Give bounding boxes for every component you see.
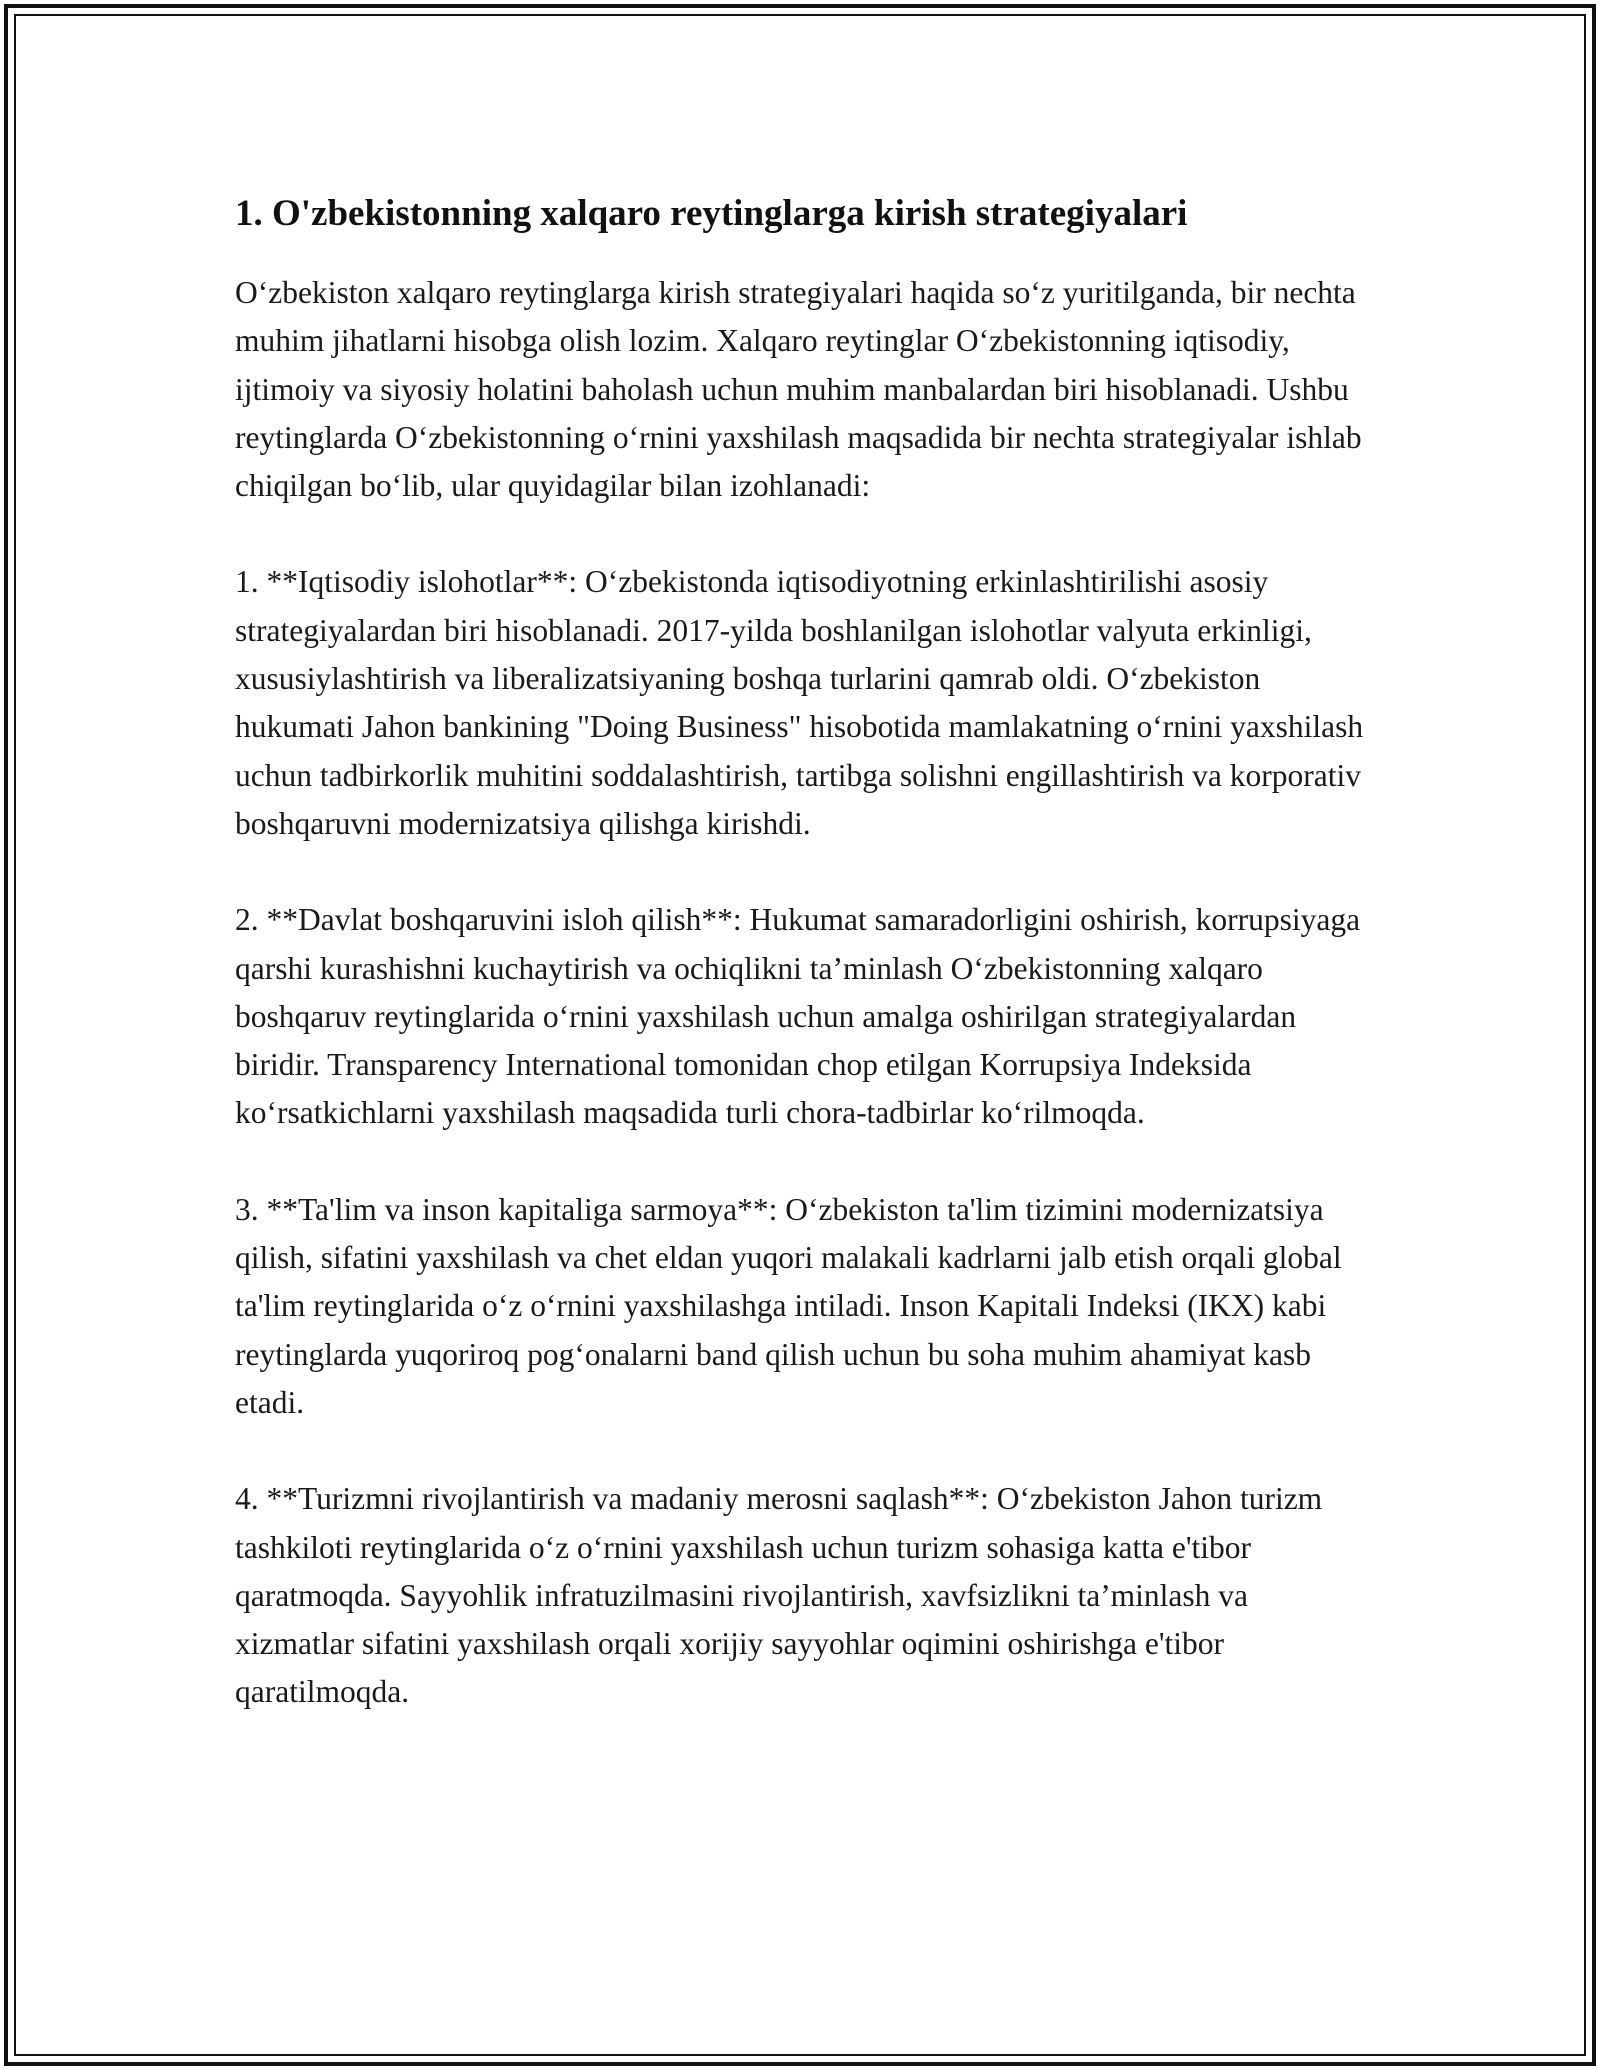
paragraph-education-human-capital: 3. **Ta'lim va inson kapitaliga sarmoya**: O‘zbekiston ta'lim tizimini modernizatsiya qilish, sifatini yaxshilash va chet eldan yuqori malakali kadrlarni jalb etish orqali global ta'lim reytinglarida o‘z o‘rnini yaxshilashga intiladi. Inson Kapitali Indeksi (IKX) kabi reytinglarda yuqoriroq pog‘onalarni band qilish uchun bu soha muhim ahamiyat kasb etadi. bbox=[235, 1191, 1342, 1420]
document-body bbox=[235, 185, 1365, 1765]
document-title: 1. O'zbekistonning xalqaro reytinglarga kirish strategiyalari bbox=[235, 193, 1188, 234]
paragraph-tourism-heritage: 4. **Turizmni rivojlantirish va madaniy merosni saqlash**: O‘zbekiston Jahon turizm tashkiloti reytinglarida o‘z o‘rnini yaxshilash uchun turizm sohasiga katta e'tibor qaratmoqda. Sayyohlik infratuzilmasini rivojlantirish, xavfsizlikni ta’minlash va xizmatlar sifatini yaxshilash orqali xorijiy sayyohlar oqimini oshirishga e'tibor qaratilmoqda. bbox=[235, 1481, 1323, 1710]
paragraph-governance-reform: 2. **Davlat boshqaruvini isloh qilish**: Hukumat samaradorligini oshirish, korrupsiyaga qarshi kurashishni kuchaytirish va ochiqlikni ta’minlash O‘zbekistonning xalqaro boshqaruv reytinglarida o‘rnini yaxshilash uchun amalga oshirilgan strategiyalardan biridir. Transparency International tomonidan chop etilgan Korrupsiya Indeksida ko‘rsatkichlarni yaxshilash maqsadida turli chora-tadbirlar ko‘rilmoqda. bbox=[235, 902, 1361, 1131]
intro-paragraph: O‘zbekiston xalqaro reytinglarga kirish strategiyalari haqida so‘z yuritilganda, bir nechta muhim jihatlarni hisobga olish lozim. Xalqaro reytinglar O‘zbekistonning iqtisodiy, ijtimoiy va siyosiy holatini baholash uchun muhim manbalardan biri hisoblanadi. Ushbu reytinglarda O‘zbekistonning o‘rnini yaxshilash maqsadida bir nechta strategiyalar ishlab chiqilgan bo‘lib, ular quyidagilar bilan izohlanadi: bbox=[235, 275, 1362, 504]
paragraph-economic-reforms: 1. **Iqtisodiy islohotlar**: O‘zbekistonda iqtisodiyotning erkinlashtirilishi asosiy strategiyalardan biri hisoblanadi. 2017-yilda boshlanilgan islohotlar valyuta erkinligi, xususiylashtirish va liberalizatsiyaning boshqa turlarini qamrab oldi. O‘zbekiston hukumati Jahon bankining "Doing Business" hisobotida mamlakatning o‘rnini yaxshilash uchun tadbirkorlik muhitini soddalashtirish, tartibga solishni engillashtirish va korporativ boshqaruvni modernizatsiya qilishga kirishdi. bbox=[235, 564, 1364, 841]
